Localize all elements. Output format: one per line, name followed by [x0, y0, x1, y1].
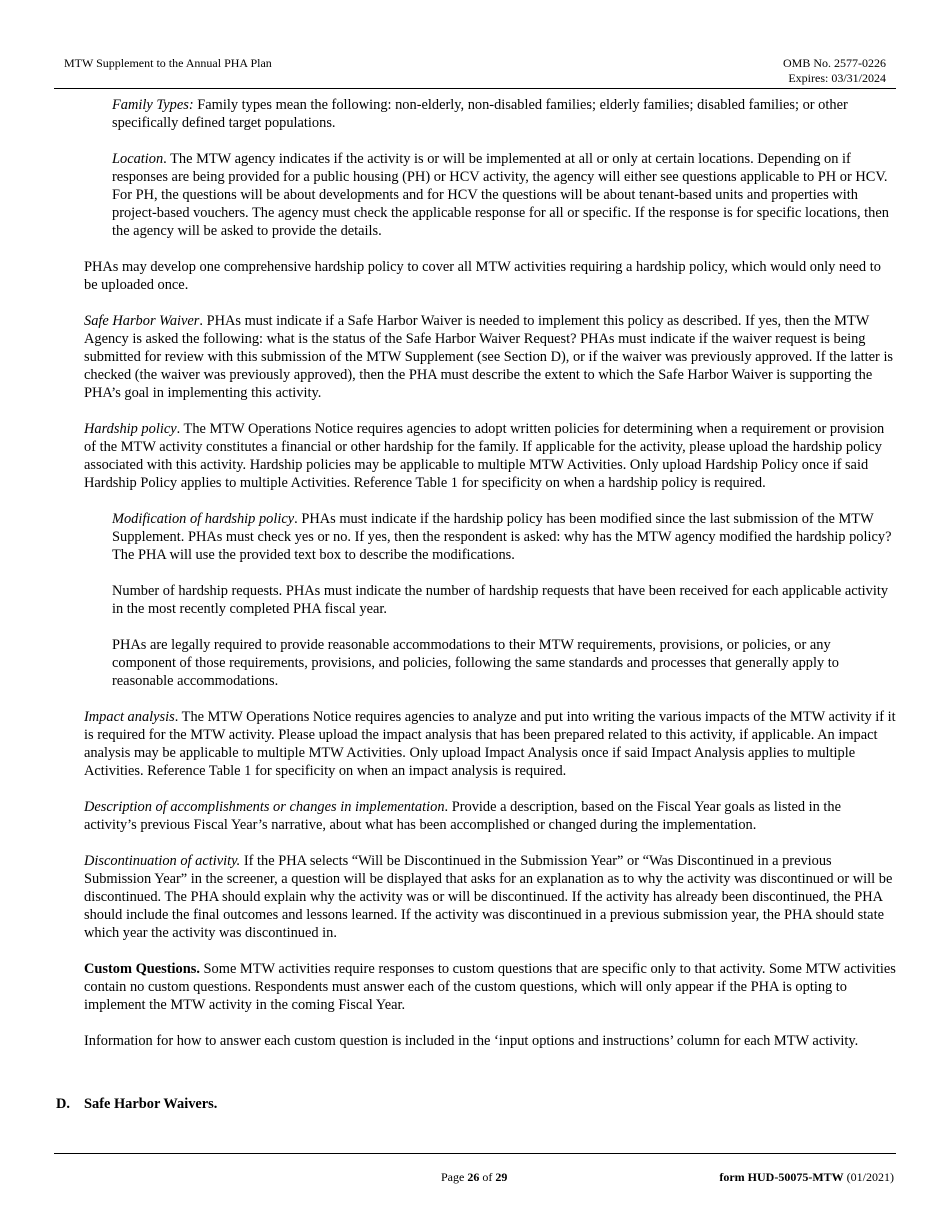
footer-rule — [54, 1153, 896, 1154]
total-pages: 29 — [495, 1170, 508, 1184]
family-types-term: Family Types: — [112, 97, 194, 113]
safe-harbor-term: Safe Harbor Waiver — [84, 313, 200, 329]
modification-paragraph — [112, 510, 896, 564]
custom-questions-paragraph — [84, 960, 896, 1014]
modification-term: Modification of hardship policy — [112, 511, 295, 527]
description-paragraph — [84, 798, 896, 834]
discontinuation-term: Discontinuation of activity. — [84, 853, 241, 869]
page-of: of — [479, 1170, 496, 1184]
section-letter: D. — [56, 1096, 70, 1112]
description-text: . Provide a description, based on the Fiscal Year goals as listed in the activity’s previous Fiscal Year’s narrative, about what has been accomplished or changed during the implementation. — [84, 799, 842, 833]
page-number — [441, 1170, 507, 1185]
discontinuation-text: If the PHA selects “Will be Discontinued in the Submission Year” or “Was Discontinued in a previous Submission Year” in the screener, a question will be displayed that asks for an explanation as to why the activity was discontinued or will be discontinued. The PHA should explain why the activity was or will be discontinued. If the activity has already been discontinued, the PHA should include the final outcomes and lessons learned. If the activity was discontinued in a previous submission year, the PHA should state which year the activity was discontinued in. — [84, 853, 893, 941]
page-body — [84, 96, 896, 1068]
current-page: 26 — [467, 1170, 480, 1184]
modification-text: . PHAs must indicate if the hardship policy has been modified since the last submission of the MTW Supplement. PHAs must check yes or no. If yes, then the respondent is asked: why has the MTW agency modified the hardship policy? The PHA will use the provided text box to describe the modifications. — [112, 511, 892, 563]
safe-harbor-paragraph — [84, 312, 896, 402]
form-id: form HUD-50075-MTW — [719, 1170, 844, 1184]
description-term: Description of accomplishments or changes in implementation — [84, 799, 445, 815]
family-types-text: Family types mean the following: non-elderly, non-disabled families; elderly families; disabled families; or other specifically defined target populations. — [112, 97, 848, 131]
header-title: MTW Supplement to the Annual PHA Plan — [64, 56, 272, 70]
safe-harbor-text: . PHAs must indicate if a Safe Harbor Waiver is needed to implement this policy as described. If yes, then the MTW Agency is asked the following: what is the status of the Safe Harbor Waiver Request? PHAs must indicate if the waiver request is being submitted for review with this submission of the MTW Supplement (see Section D), or if the waiver was previously approved. If the latter is checked (the waiver was previously approved), then the PHA must describe the extent to which the Safe Harbor Waiver is supporting the PHA’s goal in implementing this activity. — [84, 313, 894, 401]
hardship-paragraph — [84, 420, 896, 492]
location-paragraph — [112, 150, 896, 240]
form-date: (01/2021) — [843, 1170, 894, 1184]
hardship-term: Hardship policy — [84, 421, 177, 437]
custom-questions-text: Some MTW activities require responses to custom questions that are specific only to that activity. Some MTW activities contain no custom questions. Respondents must answer each of the custom questions, which will only appear if the PHA is opting to implement the MTW activity in the coming Fiscal Year. — [84, 961, 896, 1013]
location-term: Location — [112, 151, 164, 167]
section-d-heading — [56, 1096, 217, 1113]
impact-term: Impact analysis — [84, 709, 175, 725]
page-prefix: Page — [441, 1170, 468, 1184]
impact-paragraph — [84, 708, 896, 780]
form-number — [719, 1170, 894, 1185]
impact-text: . The MTW Operations Notice requires agencies to analyze and put into writing the various impacts of the MTW activity if it is required for the MTW activity. Please upload the impact analysis that has been prepared related to this activity, if applicable. An impact analysis may be applicable to multiple MTW Activities. Only upload Impact Analysis once if said Impact Analysis applies to multiple Activities. Reference Table 1 for specificity on when an impact analysis is required. — [84, 709, 896, 779]
comprehensive-policy-paragraph: PHAs may develop one comprehensive hardship policy to cover all MTW activities requiring a hardship policy, which would only need to be uploaded once. — [84, 259, 881, 293]
family-types-paragraph — [112, 96, 896, 132]
discontinuation-paragraph — [84, 852, 896, 942]
number-requests-paragraph: Number of hardship requests. PHAs must indicate the number of hardship requests that have been received for each applicable activity in the most recently completed PHA fiscal year. — [112, 583, 889, 617]
hardship-text: . The MTW Operations Notice requires agencies to adopt written policies for determining when a requirement or provision of the MTW activity constitutes a financial or other hardship for the family. If applicable for the activity, please upload the hardship policy associated with this activity. Hardship policies may be applicable to multiple MTW Activities. Only upload Hardship Policy once if said Hardship Policy applies to multiple Activities. Reference Table 1 for specificity on when a hardship policy is required. — [84, 421, 885, 491]
expiration-date: Expires: 03/31/2024 — [788, 71, 886, 85]
omb-number: OMB No. 2577-0226 — [782, 56, 886, 70]
custom-questions-term: Custom Questions. — [84, 961, 200, 977]
header-rule — [54, 88, 896, 89]
accommodations-paragraph: PHAs are legally required to provide reasonable accommodations to their MTW requirements, provisions, or policies, or any component of those requirements, provisions, and policies, following the same standards and processes that generally apply to reasonable accommodations. — [112, 637, 839, 689]
header-omb — [783, 56, 886, 86]
information-paragraph: Information for how to answer each custom question is included in the ‘input options and instructions’ column for each MTW activity. — [84, 1033, 859, 1049]
section-title: Safe Harbor Waivers. — [84, 1096, 218, 1112]
location-text: . The MTW agency indicates if the activity is or will be implemented at all or only at certain locations. Depending on if responses are being provided for a public housing (PH) or HCV activity, the agency will either see questions applicable to PH or HCV. For PH, the questions will be about developments and for HCV the questions will be about tenant-based units and properties with project-based vouchers. The agency must check the applicable response for all or specific. If the response is for specific locations, then the agency will be asked to provide the details. — [112, 151, 889, 239]
